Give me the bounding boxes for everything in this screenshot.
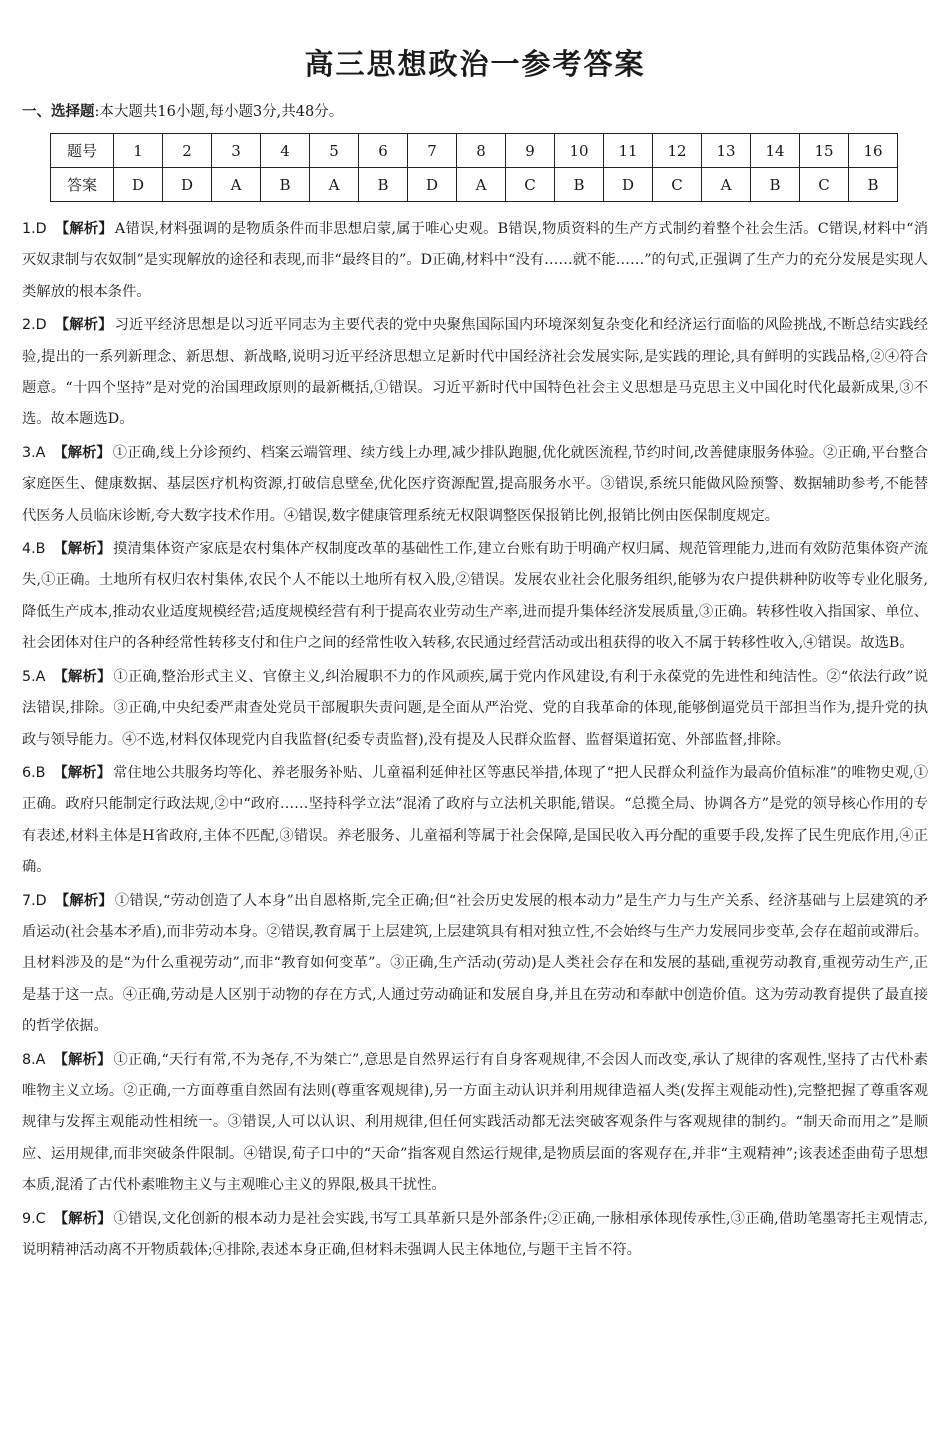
question-number: 15 (800, 134, 849, 168)
item-number: 1.D (22, 221, 47, 237)
answer-cell: A (702, 168, 751, 202)
row-label-number: 题号 (51, 134, 114, 168)
item-number: 2.D (22, 317, 47, 334)
analysis-list (22, 214, 928, 1266)
analysis-tag: 【解析】 (53, 764, 112, 781)
analysis-text: 习近平经济思想是以习近平同志为主要代表的党中央聚焦国际国内环境深刻复杂变化和经济运行面临的风险挑战,不断总结实践经验,提出的一系列新理念、新思想、新战略,说明习近平经济思想立足新时代中国经济社会发展实际,是实践的理论,具有鲜明的实践品格,②④符合题意。“十四个坚持”是对党的治国理政原则的最新概括,①错误。习近平新时代中国特色社会主义思想是马克思主义中国化时代化最新成果,③不选。故本题选D。 (22, 317, 929, 428)
analysis-text: 摸清集体资产家底是农村集体产权制度改革的基础性工作,建立台账有助于明确产权归属、规范管理能力,进而有效防范集体资产流失,①正确。土地所有权归农村集体,农民个人不能以土地所有权入股,②错误。发展农业社会化服务组织,能够为农户提供耕种防收等专业化服务,降低生产成本,推动农业适度规模经营;适度规模经营有利于提高农业劳动生产率,进而提升集体经济发展质量,③正确。转移性收入指国家、单位、社会团体对住户的各种经常性转移支付和住户之间的经常性收入转移,农民通过经营活动或出租获得的收入不属于转移性收入,④错误。故选B。 (22, 541, 929, 652)
question-number: 3 (212, 134, 261, 168)
item-number: 6.B (22, 764, 46, 781)
analysis-item (22, 310, 928, 436)
answer-cell: A (310, 168, 359, 202)
question-number: 1 (114, 134, 163, 168)
question-number: 14 (751, 134, 800, 168)
analysis-tag: 【解析】 (53, 444, 111, 461)
answer-cell: B (261, 168, 310, 202)
question-number: 13 (702, 134, 751, 168)
analysis-item (22, 758, 928, 884)
item-number: 7.D (22, 892, 47, 909)
answer-cell: C (800, 168, 849, 202)
answer-cell: D (408, 168, 457, 202)
analysis-tag: 【解析】 (54, 221, 113, 237)
analysis-item (22, 662, 928, 756)
question-number: 9 (506, 134, 555, 168)
row-label-answer: 答案 (51, 168, 114, 202)
analysis-tag: 【解析】 (54, 317, 113, 334)
question-number: 7 (408, 134, 457, 168)
analysis-item (22, 214, 928, 308)
answer-cell: C (506, 168, 555, 202)
question-number: 10 (555, 134, 604, 168)
answer-cell: D (114, 168, 163, 202)
item-number: 3.A (22, 444, 46, 461)
analysis-item (22, 886, 928, 1043)
question-number: 11 (604, 134, 653, 168)
analysis-tag: 【解析】 (53, 541, 112, 558)
analysis-item (22, 534, 928, 660)
question-number-row (51, 134, 898, 168)
analysis-item (22, 1204, 928, 1267)
answer-table (50, 133, 898, 202)
item-number: 5.A (22, 668, 46, 685)
question-number: 4 (261, 134, 310, 168)
answer-row (51, 168, 898, 202)
item-number: 9.C (22, 1210, 46, 1227)
question-number: 5 (310, 134, 359, 168)
question-number: 12 (653, 134, 702, 168)
answer-cell: A (212, 168, 261, 202)
question-number: 8 (457, 134, 506, 168)
analysis-text: ①正确,“天行有常,不为尧存,不为桀亡”,意思是自然界运行有自身客观规律,不会因人而改变,承认了规律的客观性,坚持了古代朴素唯物主义立场。②正确,一方面尊重自然固有法则(尊重客观规律),另一方面主动认识并利用规律造福人类(发挥主观能动性),完整把握了尊重客观规律与发挥主观能动性相统一。③错误,人可以认识、利用规律,但任何实践活动都无法突破客观条件与客观规律的制约。“制天命而用之”是顺应、运用规律,而非突破条件限制。④错误,荀子口中的“天命”指客观自然运行规律,是物质层面的客观存在,并非“主观精神”;该表述歪曲荀子思想本质,混淆了古代朴素唯物主义与主观唯心主义的界限,极具干扰性。 (22, 1051, 929, 1194)
analysis-tag: 【解析】 (54, 892, 113, 909)
answer-cell: D (604, 168, 653, 202)
analysis-item (22, 1045, 928, 1202)
item-number: 8.A (22, 1051, 46, 1068)
analysis-text: ①正确,整治形式主义、官僚主义,纠治履职不力的作风顽疾,属于党内作风建设,有利于永葆党的先进性和纯洁性。②“依法行政”说法错误,排除。③正确,中央纪委严肃查处党员干部履职失责问题,是全面从严治党、党的自我革命的体现,能够倒逼党员干部担当作为,提升党的执政与领导能力。④不选,材料仅体现党内自我监督(纪委专责监督),没有提及人民群众监督、监督渠道拓宽、外部监督,排除。 (22, 668, 928, 748)
question-number: 16 (849, 134, 898, 168)
answer-cell: B (359, 168, 408, 202)
analysis-text: A错误,材料强调的是物质条件而非思想启蒙,属于唯心史观。B错误,物质资料的生产方式制约着整个社会生活。C错误,材料中“消灭奴隶制与农奴制”是实现解放的途径和表现,而非“最终目的”。D正确,材料中“没有……就不能……”的句式,正强调了生产力的充分发展是实现人类解放的根本条件。 (22, 221, 928, 300)
answer-cell: D (163, 168, 212, 202)
answer-cell: B (555, 168, 604, 202)
answer-cell: B (849, 168, 898, 202)
analysis-text: ①错误,“劳动创造了人本身”出自恩格斯,完全正确;但“社会历史发展的根本动力”是生产力与生产关系、经济基础与上层建筑的矛盾运动(社会基本矛盾),而非劳动本身。②错误,教育属于上层建筑,上层建筑具有相对独立性,不会始终与生产力发展同步变革,会存在超前或滞后。且材料涉及的是“为什么重视劳动”,而非“教育如何变革”。③正确,生产活动(劳动)是人类社会存在和发展的基础,重视劳动教育,重视劳动生产,正是基于这一点。④正确,劳动是人区别于动物的存在方式,人通过劳动确证和发展自身,并且在劳动和奉献中创造价值。这为劳动教育提供了最直接的哲学依据。 (22, 892, 929, 1035)
analysis-tag: 【解析】 (53, 1051, 112, 1068)
answer-cell: B (751, 168, 800, 202)
page-title: 高三思想政治一参考答案 (304, 47, 646, 81)
item-number: 4.B (22, 541, 46, 558)
analysis-text: 常住地公共服务均等化、养老服务补贴、儿童福利延伸社区等惠民举措,体现了“把人民群众利益作为最高价值标准”的唯物史观,①正确。政府只能制定行政法规,②中“政府……坚持科学立法”混淆了政府与立法机关职能,错误。“总揽全局、协调各方”是党的领导核心作用的专有表述,材料主体是H省政府,主体不匹配,③错误。养老服务、儿童福利等属于社会保障,是国民收入再分配的重要手段,发挥了民生兜底作用,④正确。 (22, 764, 929, 876)
analysis-tag: 【解析】 (53, 668, 112, 685)
answer-cell: C (653, 168, 702, 202)
analysis-text: ①正确,线上分诊预约、档案云端管理、续方线上办理,减少排队跑腿,优化就医流程,节约时间,改善健康服务体验。②正确,平台整合家庭医生、健康数据、基层医疗机构资源,打破信息壁垒,优化医疗资源配置,提高服务水平。③错误,系统只能做风险预警、数据辅助参考,不能替代医务人员临床诊断,夸大数字技术作用。④错误,数字健康管理系统无权限调整医保报销比例,报销比例由医保制度规定。 (22, 444, 928, 524)
question-number: 2 (163, 134, 212, 168)
analysis-text: ①错误,文化创新的根本动力是社会实践,书写工具革新只是外部条件;②正确,一脉相承体现传承性,③正确,借助笔墨寄托主观情志,说明精神活动离不开物质载体;④排除,表述本身正确,但材料未强调人民主体地位,与题干主旨不符。 (22, 1210, 928, 1258)
answer-cell: A (457, 168, 506, 202)
section-label: 一、选择题 (22, 104, 95, 120)
analysis-tag: 【解析】 (53, 1210, 112, 1227)
question-number: 6 (359, 134, 408, 168)
section-heading (22, 102, 928, 122)
analysis-item (22, 438, 928, 532)
section-description: :本大题共16小题,每小题3分,共48分。 (94, 104, 344, 120)
